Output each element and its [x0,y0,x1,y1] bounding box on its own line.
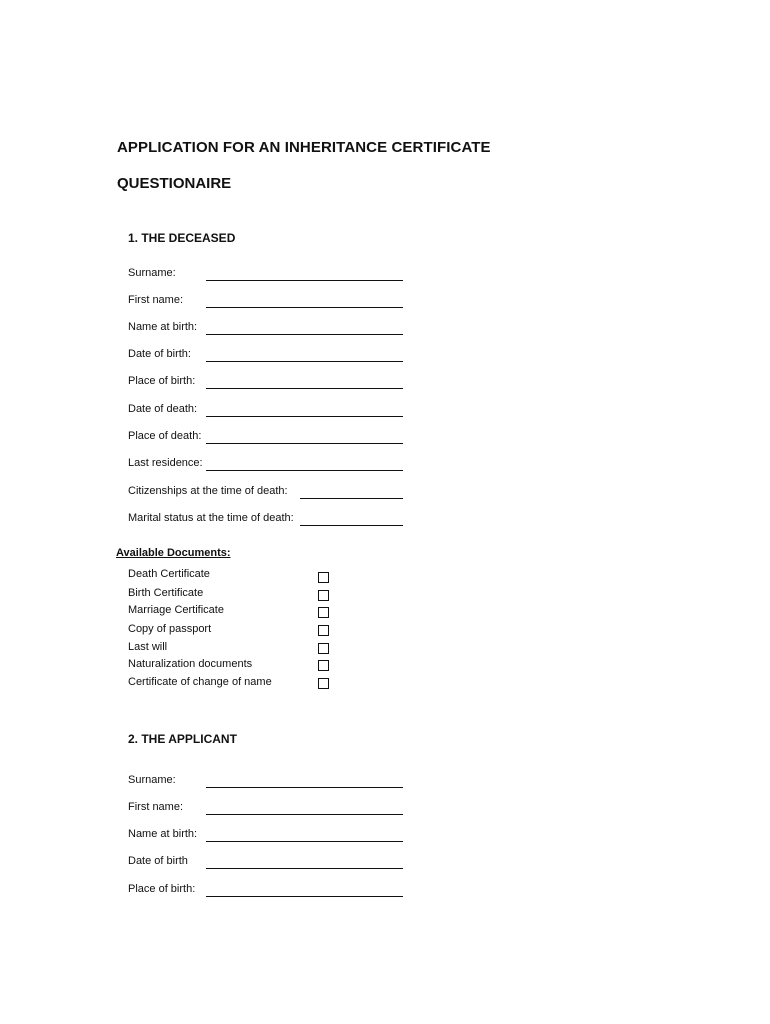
deceased-date-of-death-field[interactable] [206,416,403,417]
deceased-place-of-death-field[interactable] [206,443,403,444]
document-label: Certificate of change of name [128,676,272,688]
applicant-surname-field[interactable] [206,787,403,788]
document-label: Copy of passport [128,623,212,635]
deceased-place-of-death-label: Place of death: [128,430,202,442]
deceased-date-of-birth-label: Date of birth: [128,348,191,360]
deceased-place-of-birth-field[interactable] [206,388,403,389]
copy-of-passport-checkbox[interactable] [318,625,329,636]
deceased-date-of-birth-field[interactable] [206,361,403,362]
document-label: Birth Certificate [128,587,204,599]
deceased-first-name-label: First name: [128,294,184,306]
applicant-place-of-birth-label: Place of birth: [128,883,196,895]
applicant-date-of-birth-label: Date of birth [128,855,188,867]
deceased-first-name-field[interactable] [206,307,403,308]
deceased-date-of-death-label: Date of death: [128,403,198,415]
applicant-date-of-birth-field[interactable] [206,868,403,869]
certificate-of-change-of-name-checkbox[interactable] [318,678,329,689]
applicant-name-at-birth-field[interactable] [206,841,403,842]
applicant-name-at-birth-label: Name at birth: [128,828,198,840]
birth-certificate-checkbox[interactable] [318,590,329,601]
document-title: APPLICATION FOR AN INHERITANCE CERTIFICATE [117,139,491,156]
deceased-name-at-birth-label: Name at birth: [128,321,198,333]
marriage-certificate-checkbox[interactable] [318,607,329,618]
document-label: Death Certificate [128,568,210,580]
deceased-last-residence-label: Last residence: [128,457,203,469]
deceased-marital-status-label: Marital status at the time of death: [128,512,294,524]
deceased-surname-field[interactable] [206,280,403,281]
deceased-name-at-birth-field[interactable] [206,334,403,335]
section-heading-applicant: 2. THE APPLICANT [128,732,237,746]
deceased-marital-status-field[interactable] [300,525,403,526]
document-subtitle: QUESTIONAIRE [117,175,232,192]
document-label: Naturalization documents [128,658,253,670]
document-label: Marriage Certificate [128,604,224,616]
naturalization-documents-checkbox[interactable] [318,660,329,671]
deceased-surname-label: Surname: [128,267,176,279]
deceased-place-of-birth-label: Place of birth: [128,375,196,387]
document-label: Last will [128,641,168,653]
applicant-surname-label: Surname: [128,774,176,786]
applicant-first-name-label: First name: [128,801,184,813]
available-documents-heading: Available Documents: [116,547,231,559]
deceased-citizenships-field[interactable] [300,498,403,499]
applicant-place-of-birth-field[interactable] [206,896,403,897]
deceased-last-residence-field[interactable] [206,470,403,471]
deceased-citizenships-label: Citizenships at the time of death: [128,485,288,497]
death-certificate-checkbox[interactable] [318,572,329,583]
applicant-first-name-field[interactable] [206,814,403,815]
section-heading-deceased: 1. THE DECEASED [128,231,236,245]
last-will-checkbox[interactable] [318,643,329,654]
